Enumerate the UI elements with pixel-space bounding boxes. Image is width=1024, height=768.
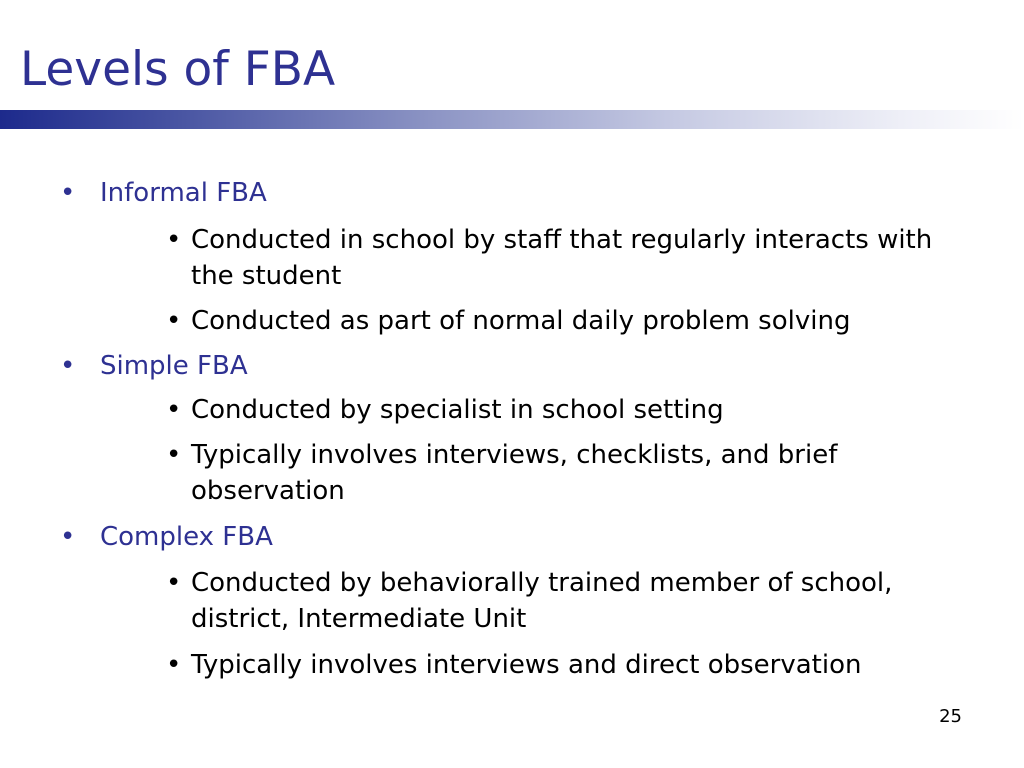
sub-bullet-text: Conducted in school by staff that regularly interacts with the student bbox=[191, 225, 933, 291]
bullet-dot-icon: • bbox=[60, 522, 76, 552]
sub-bullet-text: Conducted by behaviorally trained member of school, district, Intermediate Unit bbox=[191, 568, 893, 634]
bullet-dot-icon: • bbox=[60, 351, 76, 381]
bullet-dot-icon: • bbox=[166, 306, 182, 336]
bullet-dot-icon: • bbox=[166, 395, 182, 425]
bullet-simple-fba bbox=[60, 351, 248, 381]
bullet-dot-icon: • bbox=[166, 225, 182, 255]
sub-bullet bbox=[166, 222, 966, 294]
bullet-complex-fba bbox=[60, 522, 273, 552]
slide-number: 25 bbox=[939, 706, 962, 727]
bullet-label: Simple FBA bbox=[100, 351, 248, 381]
sub-bullet bbox=[166, 565, 966, 637]
bullet-informal-fba bbox=[60, 178, 267, 208]
sub-bullet bbox=[166, 303, 966, 339]
bullet-dot-icon: • bbox=[166, 650, 182, 680]
sub-bullet-text: Typically involves interviews and direct observation bbox=[191, 650, 862, 680]
bullet-dot-icon: • bbox=[166, 568, 182, 598]
slide-title: Levels of FBA bbox=[20, 42, 336, 97]
bullet-dot-icon: • bbox=[60, 178, 76, 208]
sub-bullet bbox=[166, 437, 966, 509]
sub-bullet bbox=[166, 392, 966, 428]
bullet-label: Informal FBA bbox=[100, 178, 267, 208]
bullet-dot-icon: • bbox=[166, 440, 182, 470]
sub-bullet bbox=[166, 647, 966, 683]
bullet-label: Complex FBA bbox=[100, 522, 273, 552]
sub-bullet-text: Typically involves interviews, checklists, and brief observation bbox=[191, 440, 838, 506]
sub-bullet-text: Conducted as part of normal daily problem solving bbox=[191, 306, 851, 336]
sub-bullet-text: Conducted by specialist in school setting bbox=[191, 395, 724, 425]
